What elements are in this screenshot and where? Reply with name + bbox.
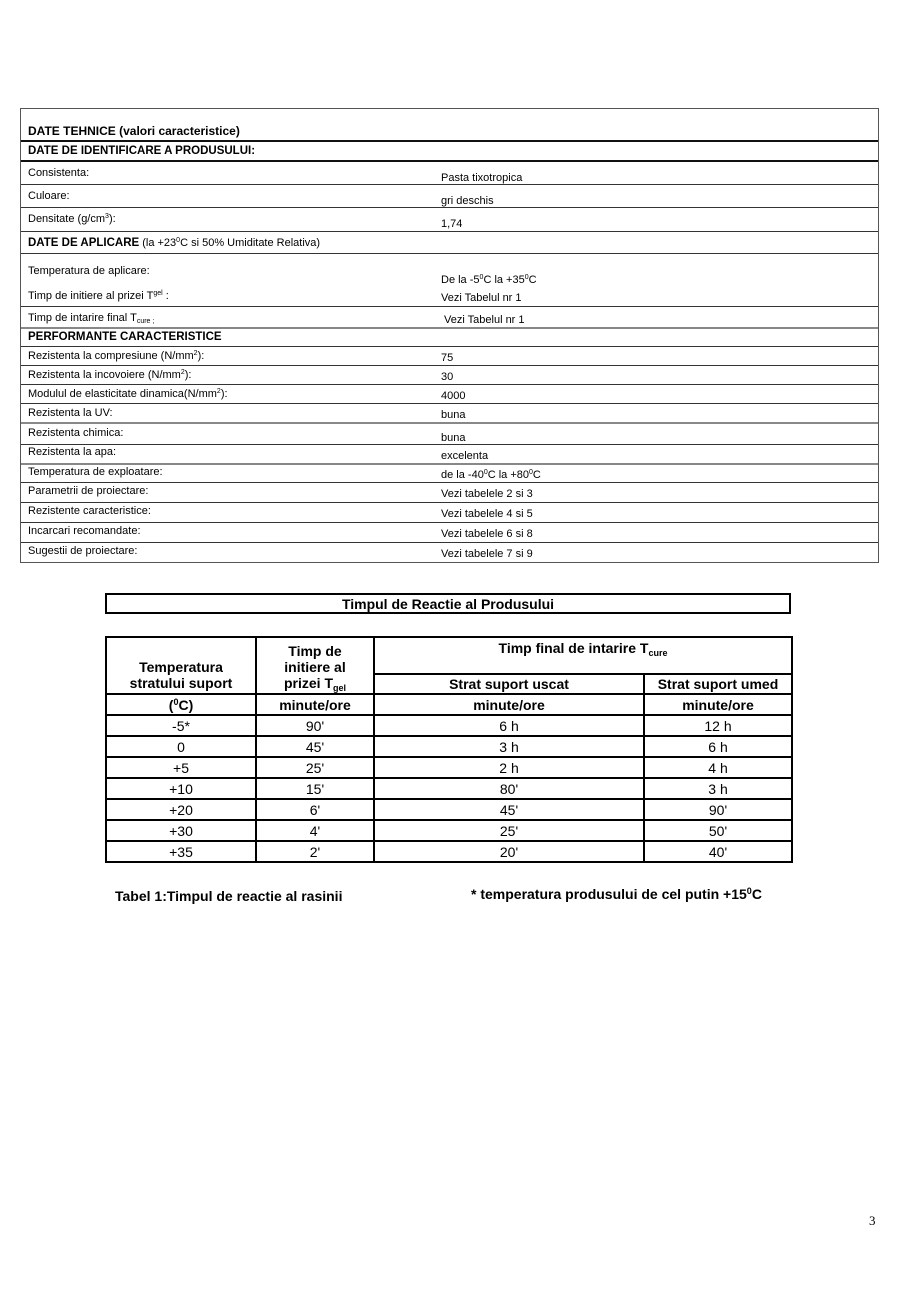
char-resistance-label: Rezistente caracteristice:: [28, 505, 151, 517]
wet-cell: 3 h: [644, 778, 792, 799]
color-label: Culoare:: [28, 190, 70, 202]
temp-cell: 0: [106, 736, 256, 757]
table-row: [21, 542, 878, 562]
dry-cell: 3 h: [374, 736, 644, 757]
temp-cell: +35: [106, 841, 256, 862]
performance-heading-row: [21, 327, 878, 346]
color-value: gri deschis: [441, 195, 494, 207]
gel-time-label: Timp de initiere al prizei $T^{gel}$ :: [28, 290, 169, 302]
temp-cell: +20: [106, 799, 256, 820]
compression-value: 75: [441, 352, 454, 364]
table-row: [21, 346, 878, 365]
table-row: [21, 384, 878, 403]
reaction-time-table: [105, 636, 793, 863]
cure-header: Timp final de intarire $T_{cure}$: [374, 637, 792, 674]
gel-cell: 2': [256, 841, 374, 862]
wet-cell: 40': [644, 841, 792, 862]
application-temp-label: Temperatura de aplicare:: [28, 265, 150, 277]
temp-header: Temperatura stratului suport: [106, 637, 256, 694]
chemical-value: buna: [441, 432, 466, 444]
application-heading-row: [21, 231, 878, 253]
table-row: [21, 160, 878, 184]
table-row: [21, 306, 878, 327]
table-row: [106, 757, 792, 778]
service-temp-value: de la $-40^0C$ la $+80^0C$: [441, 469, 541, 481]
temp-unit: ($^0$C): [106, 694, 256, 715]
compression-label: Rezistenta la compresiune $(N/mm^2)$:: [28, 350, 205, 362]
bending-label: Rezistenta la incovoiere $(N/mm^2)$:: [28, 369, 192, 381]
table-row: [21, 522, 878, 542]
temp-cell: +30: [106, 820, 256, 841]
gel-cell: 4': [256, 820, 374, 841]
dry-cell: 80': [374, 778, 644, 799]
gel-cell: 6': [256, 799, 374, 820]
table-row: [21, 463, 878, 482]
table-row: [106, 841, 792, 862]
chemical-label: Rezistenta chimica:: [28, 427, 124, 439]
reaction-table-title: Timpul de Reactie al Produsului: [105, 593, 791, 614]
table-row: [21, 403, 878, 422]
table-row: [21, 184, 878, 207]
table-row: [21, 422, 878, 444]
units-row: [106, 694, 792, 715]
dry-cell: 20': [374, 841, 644, 862]
table-row: [21, 365, 878, 384]
loads-value: Vezi tabelele 6 si 8: [441, 528, 533, 540]
density-value: 1,74: [441, 218, 463, 230]
wet-substrate-header: Strat suport umed: [644, 674, 792, 694]
dry-substrate-header: Strat suport uscat: [374, 674, 644, 694]
consistency-label: Consistenta:: [28, 167, 90, 179]
gel-header: Timp de initiere al prizei $T_{gel}$: [256, 637, 374, 694]
wet-cell: 50': [644, 820, 792, 841]
modulus-value: 4000: [441, 390, 466, 402]
gel-cell: 45': [256, 736, 374, 757]
table-footnote: * temperatura produsului de cel putin $+15^0C$: [471, 886, 762, 902]
water-label: Rezistenta la apa:: [28, 446, 117, 458]
wet-cell: 4 h: [644, 757, 792, 778]
application-heading: DATE DE APLICARE ($la +23^0C$ si 50% Umiditate Relativa): [28, 237, 321, 249]
uv-value: buna: [441, 409, 466, 421]
dry-cell: 25': [374, 820, 644, 841]
table-row: [21, 482, 878, 502]
wet-unit: minute/ore: [644, 694, 792, 715]
consistency-value: Pasta tixotropica: [441, 172, 523, 184]
design-params-label: Parametrii de proiectare:: [28, 485, 149, 497]
application-temp-value: De la $-5^0C$ la $+35^0C$: [441, 274, 537, 286]
dry-cell: 2 h: [374, 757, 644, 778]
technical-data-table: [20, 108, 879, 563]
header-row: [106, 637, 792, 674]
dry-cell: 45': [374, 799, 644, 820]
char-resistance-value: Vezi tabelele 4 si 5: [441, 508, 533, 520]
gel-unit: minute/ore: [256, 694, 374, 715]
dry-cell: 6 h: [374, 715, 644, 736]
gel-time-value: Vezi Tabelul nr 1: [441, 292, 522, 304]
wet-cell: 90': [644, 799, 792, 820]
table-row: [21, 444, 878, 463]
table-row: [21, 502, 878, 522]
temp-cell: +5: [106, 757, 256, 778]
cure-time-label: Timp de intarire final $T_{cure ;}$: [28, 312, 155, 325]
page-number: 3: [869, 1213, 876, 1228]
table-row: [21, 207, 878, 231]
table-row: [106, 736, 792, 757]
suggestions-value: Vezi tabelele 7 si 9: [441, 548, 533, 560]
table-row: [21, 253, 878, 306]
design-params-value: Vezi tabelele 2 si 3: [441, 488, 533, 500]
tech-title-row: [21, 109, 878, 140]
performance-heading: PERFORMANTE CARACTERISTICE: [28, 331, 222, 343]
density-label: Densitate $(g/cm^3)$:: [28, 213, 116, 225]
gel-cell: 15': [256, 778, 374, 799]
bending-value: 30: [441, 371, 454, 383]
loads-label: Incarcari recomandate:: [28, 525, 141, 537]
gel-cell: 90': [256, 715, 374, 736]
water-value: excelenta: [441, 450, 489, 462]
temp-cell: -5*: [106, 715, 256, 736]
tech-title: DATE TEHNICE (valori caracteristice): [28, 124, 240, 138]
cure-time-value: Vezi Tabelul nr 1: [444, 314, 525, 326]
service-temp-label: Temperatura de exploatare:: [28, 466, 163, 478]
identification-heading-row: [21, 140, 878, 160]
table-row: [106, 778, 792, 799]
gel-cell: 25': [256, 757, 374, 778]
table-row: [106, 715, 792, 736]
uv-label: Rezistenta la UV:: [28, 407, 113, 419]
identification-heading: DATE DE IDENTIFICARE A PRODUSULUI:: [28, 145, 256, 157]
table-caption: Tabel 1:Timpul de reactie al rasinii: [115, 888, 343, 904]
suggestions-label: Sugestii de proiectare:: [28, 545, 138, 557]
table-row: [106, 820, 792, 841]
wet-cell: 12 h: [644, 715, 792, 736]
table-row: [106, 799, 792, 820]
temp-cell: +10: [106, 778, 256, 799]
modulus-label: Modulul de elasticitate $dinamica(N/mm^2)$:: [28, 388, 228, 400]
dry-unit: minute/ore: [374, 694, 644, 715]
wet-cell: 6 h: [644, 736, 792, 757]
